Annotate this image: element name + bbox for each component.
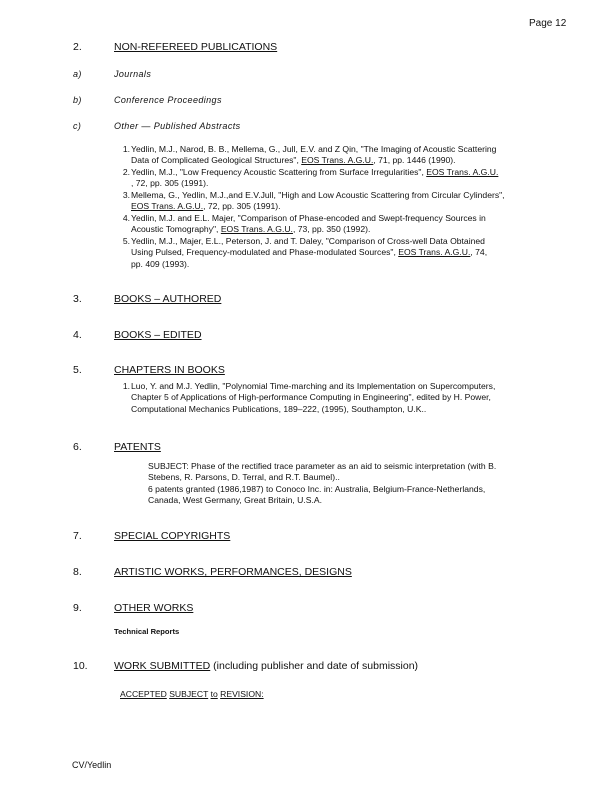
- status-word: REVISION:: [220, 689, 264, 699]
- journal-name: EOS Trans. A.G.U.: [131, 201, 204, 212]
- section-number: 9.: [73, 602, 82, 614]
- section-title: OTHER WORKS: [114, 602, 194, 614]
- item-text: Acoustic Tomography",: [131, 224, 221, 235]
- item-text: Mellema, G., Yedlin, M.J.,and E.V.Jull, "High and Low Acoustic Scattering from Circular Cylinders",: [131, 190, 505, 200]
- patent-text: 6 patents granted (1986,1987) to Conoco Inc. in: Australia, Belgium-France-Netherlands,: [148, 483, 486, 494]
- patent-text: Canada, West Germany, Great Britain, U.S.A.: [148, 495, 323, 506]
- section-number: 6.: [73, 441, 82, 453]
- item-text: Yedlin, M.J., "Low Frequency Acoustic Scattering from Surface Irregularities",: [131, 167, 427, 177]
- section-9: [73, 602, 573, 616]
- item-number: 1.: [122, 144, 130, 154]
- abstract-item-5: [117, 236, 569, 270]
- section-7: [73, 530, 573, 544]
- page-number: Page 12: [529, 18, 567, 29]
- section-number: 3.: [73, 293, 82, 305]
- item-text: , 72, pp. 305 (1991).: [203, 201, 281, 212]
- status-word: SUBJECT: [169, 689, 209, 699]
- item-text: , 71, pp. 1446 (1990).: [373, 155, 456, 166]
- item-text: Chapter 5 of Applications of High-performance Computing in Engineering", edited by H. Power,: [131, 392, 491, 403]
- section-2: [73, 41, 573, 55]
- work-submitted-status: [120, 689, 264, 699]
- section-3: [73, 293, 573, 307]
- item-text: pp. 409 (1993).: [131, 258, 190, 269]
- section-title: ARTISTIC WORKS, PERFORMANCES, DESIGNS: [114, 566, 352, 578]
- subsection-label: c): [73, 121, 82, 131]
- abstract-item-2: [117, 167, 569, 190]
- abstract-item-3: [117, 190, 569, 213]
- technical-reports-heading: Technical Reports: [114, 627, 180, 636]
- item-number: 4.: [122, 213, 130, 223]
- section-4: [73, 329, 573, 343]
- section-number: 2.: [73, 41, 82, 53]
- section-title: [114, 660, 418, 672]
- section-title-text: WORK SUBMITTED: [114, 660, 211, 672]
- journal-name: EOS Trans. A.G.U.: [426, 167, 499, 177]
- item-text: Computational Mechanics Publications, 189–222, (1995), Southampton, U.K..: [131, 403, 427, 414]
- section-number: 7.: [73, 530, 82, 542]
- item-text: Yedlin, M.J. and E.L. Majer, "Comparison of Phase-encoded and Swept-frequency Sources in: [131, 213, 486, 223]
- section-number: 8.: [73, 566, 82, 578]
- section-title: BOOKS – AUTHORED: [114, 293, 222, 305]
- journal-name: EOS Trans. A.G.U.: [220, 224, 293, 235]
- journal-name: EOS Trans. A.G.U.: [301, 155, 374, 166]
- patent-subject: [148, 461, 569, 507]
- section-title: NON-REFEREED PUBLICATIONS: [114, 41, 278, 53]
- section-6: [73, 441, 573, 455]
- item-text: Data of Complicated Geological Structures",: [131, 155, 302, 166]
- subsection-label: b): [73, 95, 82, 105]
- section-title: PATENTS: [114, 441, 161, 453]
- item-number: 3.: [122, 190, 130, 200]
- subsection-journals: [73, 69, 373, 81]
- item-text: Yedlin, M.J., Majer, E.L., Peterson, J. and T. Daley, "Comparison of Cross-well Data Obtained: [131, 236, 485, 246]
- item-number: 1.: [122, 381, 130, 391]
- section-title: CHAPTERS IN BOOKS: [114, 364, 225, 376]
- item-text: , 72, pp. 305 (1991).: [131, 178, 209, 189]
- section-8: [73, 566, 573, 580]
- chapter-item-1: [117, 381, 569, 415]
- item-text: , 73, pp. 350 (1992).: [292, 224, 371, 235]
- status-word: to: [210, 689, 218, 699]
- section-10: [73, 660, 573, 674]
- section-title: BOOKS – EDITED: [114, 329, 202, 341]
- item-text: Yedlin, M.J., Narod, B. B., Mellema, G., Jull, E.V. and Z Qin, "The Imaging of Acoustic Scattering: [131, 144, 497, 154]
- item-text: Luo, Y. and M.J. Yedlin, "Polynomial Time-marching and its Implementation on Supercomputers,: [131, 381, 496, 391]
- section-title: SPECIAL COPYRIGHTS: [114, 530, 231, 542]
- subsection-text: Conference Proceedings: [114, 95, 222, 105]
- status-word: ACCEPTED: [120, 689, 167, 699]
- page-footer: CV/Yedlin: [72, 760, 112, 770]
- patent-text: SUBJECT: Phase of the rectified trace parameter as an aid to seismic interpretation (with B.: [148, 461, 497, 471]
- section-number: 10.: [73, 660, 88, 672]
- subsection-conference: [73, 95, 373, 107]
- section-note: (including publisher and date of submission): [210, 660, 419, 672]
- journal-name: EOS Trans. A.G.U.: [398, 247, 471, 258]
- item-text: Using Pulsed, Frequency-modulated and Phase-modulated Sources",: [131, 247, 399, 258]
- section-5: [73, 364, 573, 378]
- section-number: 5.: [73, 364, 82, 376]
- subsection-text: Journals: [114, 69, 152, 79]
- item-number: 5.: [122, 236, 130, 246]
- abstract-item-4: [117, 213, 569, 236]
- subsection-label: a): [73, 69, 82, 79]
- item-number: 2.: [122, 167, 130, 177]
- patent-text: Stebens, R. Parsons, D. Terral, and R.T. Baumel)..: [148, 472, 340, 483]
- subsection-abstracts: [73, 121, 373, 133]
- item-text: , 74,: [470, 247, 488, 258]
- abstract-item-1: [117, 144, 569, 167]
- subsection-text: Other — Published Abstracts: [114, 121, 241, 131]
- section-number: 4.: [73, 329, 82, 341]
